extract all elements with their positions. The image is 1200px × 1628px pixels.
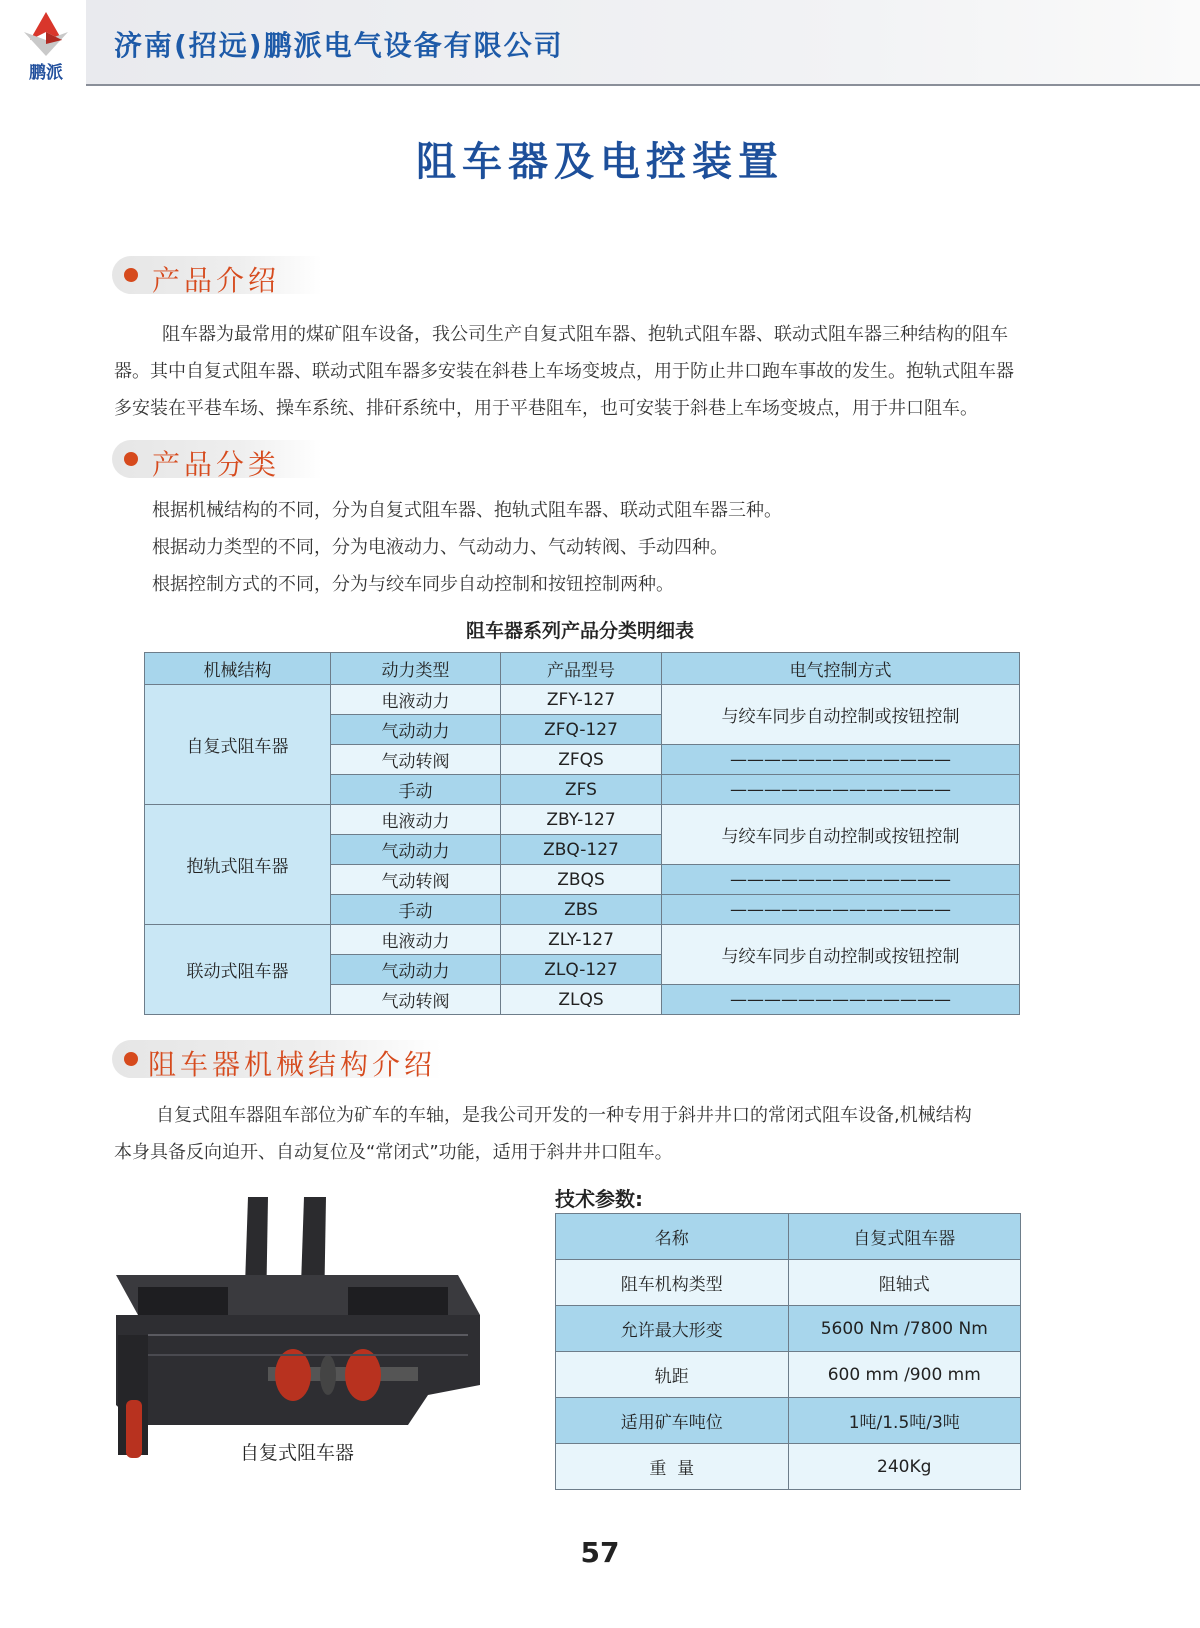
model-cell: ZLQ-127	[501, 955, 662, 985]
param-value: 阻轴式	[788, 1260, 1021, 1306]
param-name: 阻车机构类型	[556, 1260, 789, 1306]
model-cell: ZLQS	[501, 985, 662, 1015]
intro-line: 器。其中自复式阻车器、联动式阻车器多安装在斜巷上车场变坡点，用于防止井口跑车事故的发生。抱轨式阻车器	[114, 361, 1014, 382]
header-cell: 电气控制方式	[662, 653, 1020, 685]
power-cell: 气动动力	[331, 835, 501, 865]
classification-line: 根据动力类型的不同，分为电液动力、气动动力、气动转阀、手动四种。	[152, 537, 728, 558]
table-header-row	[145, 653, 1020, 685]
header-cell: 动力类型	[331, 653, 501, 685]
model-cell: ZBQS	[501, 865, 662, 895]
table-row	[556, 1260, 1021, 1306]
classification-table	[144, 652, 1020, 1015]
table-title: 阻车器系列产品分类明细表	[465, 620, 694, 642]
control-cell: —————————————	[662, 985, 1020, 1015]
image-caption: 自复式阻车器	[240, 1442, 355, 1464]
intro-line: 阻车器为最常用的煤矿阻车设备，我公司生产自复式阻车器、抱轨式阻车器、联动式阻车器三种结构的阻车	[162, 324, 1008, 345]
structure-cell: 抱轨式阻车器	[145, 805, 331, 925]
company-logo	[18, 10, 74, 83]
classification-line: 根据机械结构的不同，分为自复式阻车器、抱轨式阻车器、联动式阻车器三种。	[152, 500, 782, 521]
section-structure-heading	[112, 1040, 442, 1081]
power-cell: 手动	[331, 775, 501, 805]
company-name: 济南(招远)鹏派电气设备有限公司	[114, 29, 564, 62]
param-value: 自复式阻车器	[788, 1214, 1021, 1260]
logo-arrow-icon	[18, 10, 74, 60]
structure-paragraph	[114, 1097, 1114, 1171]
power-cell: 电液动力	[331, 925, 501, 955]
classification-line: 根据控制方式的不同，分为与绞车同步自动控制和按钮控制两种。	[152, 574, 674, 595]
section-intro-label: 产品介绍	[152, 264, 281, 297]
tech-params-label: 技术参数:	[555, 1187, 643, 1211]
power-cell: 气动转阀	[331, 865, 501, 895]
param-name: 名称	[556, 1214, 789, 1260]
power-cell: 气动转阀	[331, 745, 501, 775]
page-title: 阻车器及电控装置	[416, 139, 784, 185]
power-cell: 气动动力	[331, 715, 501, 745]
power-cell: 气动动力	[331, 955, 501, 985]
control-cell: —————————————	[662, 745, 1020, 775]
page-number: 57	[580, 1536, 620, 1569]
bullet-dot-icon	[124, 268, 138, 282]
model-cell: ZFQ-127	[501, 715, 662, 745]
model-cell: ZBQ-127	[501, 835, 662, 865]
power-cell: 手动	[331, 895, 501, 925]
param-name: 允许最大形变	[556, 1306, 789, 1352]
param-value: 5600 Nm /7800 Nm	[788, 1306, 1021, 1352]
bullet-dot-icon	[124, 1052, 138, 1066]
control-cell: 与绞车同步自动控制或按钮控制	[662, 805, 1020, 865]
control-cell: 与绞车同步自动控制或按钮控制	[662, 925, 1020, 985]
table-row	[145, 805, 1020, 835]
model-cell: ZLY-127	[501, 925, 662, 955]
param-value: 600 mm /900 mm	[788, 1352, 1021, 1398]
tech-params-table	[555, 1213, 1021, 1490]
model-cell: ZBY-127	[501, 805, 662, 835]
section-classification-heading	[112, 440, 322, 481]
param-value: 240Kg	[788, 1444, 1021, 1490]
model-cell: ZFS	[501, 775, 662, 805]
structure-line: 本身具备反向迫开、自动复位及“常闭式”功能，适用于斜井井口阻车。	[114, 1142, 673, 1163]
header-cell: 产品型号	[501, 653, 662, 685]
table-row	[556, 1214, 1021, 1260]
table-row	[556, 1444, 1021, 1490]
logo-text: 鹏派	[29, 63, 63, 83]
power-cell: 电液动力	[331, 685, 501, 715]
param-name: 轨距	[556, 1352, 789, 1398]
control-cell: 与绞车同步自动控制或按钮控制	[662, 685, 1020, 745]
structure-cell: 联动式阻车器	[145, 925, 331, 1015]
power-cell: 气动转阀	[331, 985, 501, 1015]
param-name: 重 量	[556, 1444, 789, 1490]
table-row	[145, 925, 1020, 955]
bullet-dot-icon	[124, 452, 138, 466]
page-header	[0, 0, 1200, 84]
control-cell: —————————————	[662, 895, 1020, 925]
table-row	[556, 1398, 1021, 1444]
header-band	[86, 0, 1200, 86]
header-cell: 机械结构	[145, 653, 331, 685]
param-value: 1吨/1.5吨/3吨	[788, 1398, 1021, 1444]
structure-cell: 自复式阻车器	[145, 685, 331, 805]
param-name: 适用矿车吨位	[556, 1398, 789, 1444]
model-cell: ZFQS	[501, 745, 662, 775]
control-cell: —————————————	[662, 775, 1020, 805]
model-cell: ZFY-127	[501, 685, 662, 715]
table-row	[556, 1352, 1021, 1398]
section-classification-label: 产品分类	[152, 448, 281, 481]
intro-line: 多安装在平巷车场、操车系统、排矸系统中，用于平巷阻车，也可安装于斜巷上车场变坡点，用于井口阻车。	[114, 398, 978, 419]
model-cell: ZBS	[501, 895, 662, 925]
control-cell: —————————————	[662, 865, 1020, 895]
power-cell: 电液动力	[331, 805, 501, 835]
section-intro-heading	[112, 256, 322, 297]
car-stopper-image	[108, 1195, 494, 1465]
structure-line: 自复式阻车器阻车部位为矿车的车轴，是我公司开发的一种专用于斜井井口的常闭式阻车设备,机械结构	[156, 1105, 972, 1126]
table-row	[145, 685, 1020, 715]
table-row	[556, 1306, 1021, 1352]
section-structure-label: 阻车器机械结构介绍	[148, 1048, 437, 1081]
intro-paragraph	[114, 316, 1084, 427]
